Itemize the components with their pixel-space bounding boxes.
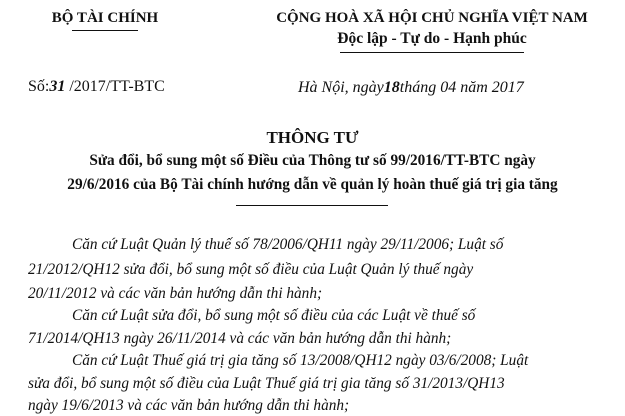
document-title: THÔNG TƯ	[266, 128, 359, 147]
recital-line: ngày 19/6/2013 và các văn bản hướng dẫn thi hành;	[28, 397, 350, 414]
recital-line: 20/11/2012 và các văn bản hướng dẫn thi hành;	[28, 285, 323, 302]
place-date-suffix: tháng 04 năm 2017	[399, 79, 524, 96]
document-number-prefix: Số:	[28, 78, 50, 95]
issuing-ministry: BỘ TÀI CHÍNH	[51, 10, 159, 26]
recital-line: 71/2014/QH13 ngày 26/11/2014 và các văn bản hướng dẫn thi hành;	[28, 330, 452, 347]
document-subject-line: 29/6/2016 của Bộ Tài chính hướng dẫn về quản lý hoàn thuế giá trị gia tăng	[67, 176, 558, 193]
ministry-underline	[72, 30, 138, 31]
recital-line: sửa đổi, bổ sung một số điều của Luật Thuế giá trị gia tăng số 31/2013/QH13	[28, 375, 505, 392]
recital-line: Căn cứ Luật Thuế giá trị gia tăng số 13/2008/QH12 ngày 03/6/2008; Luật	[72, 352, 529, 369]
subject-underline	[236, 205, 388, 206]
motto-underline	[340, 52, 524, 53]
place-and-date	[298, 79, 524, 97]
document-number	[28, 78, 165, 96]
document-number-value: 31	[49, 78, 66, 95]
national-motto: Độc lập - Tự do - Hạnh phúc	[337, 30, 527, 47]
recital-line: 21/2012/QH12 sửa đổi, bổ sung một số điều của Luật Quản lý thuế ngày	[28, 261, 474, 278]
national-heading: CỘNG HOÀ XÃ HỘI CHỦ NGHĨA VIỆT NAM	[276, 10, 588, 26]
recital-line: Căn cứ Luật sửa đổi, bổ sung một số điều của các Luật về thuế số	[72, 307, 476, 324]
document-subject-line: Sửa đổi, bổ sung một số Điều của Thông tư số 99/2016/TT-BTC ngày	[89, 152, 536, 169]
place-date-prefix: Hà Nội, ngày	[298, 79, 384, 96]
recital-line: Căn cứ Luật Quản lý thuế số 78/2006/QH11 ngày 29/11/2006; Luật số	[72, 236, 504, 253]
document-number-suffix: /2017/TT-BTC	[65, 78, 165, 95]
issue-day: 18	[383, 79, 400, 96]
